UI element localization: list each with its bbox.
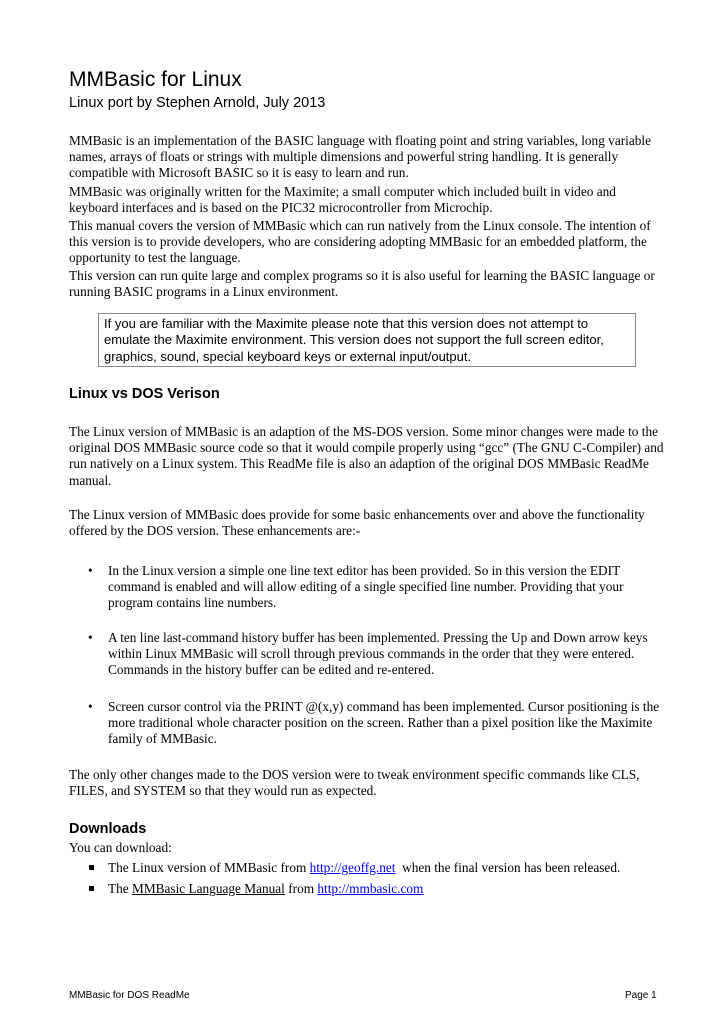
downloads-intro: You can download: [69,840,172,855]
download-item-2-middle: from [284,881,318,896]
intro-paragraph-2: MMBasic was originally written for the Maximite; a small computer which included built in video and keyboard interfaces and is based on the PIC32 microcontroller from Microchip. [69,184,616,216]
linux-vs-dos-paragraph-2: The Linux version of MMBasic does provide for some basic enhancements over and above the functionality offered by the DOS version. These enhancements are:- [69,507,645,539]
download-item-2-prefix: The [108,881,132,896]
bullet-icon: • [88,563,93,578]
note-box: If you are familiar with the Maximite please note that this version does not attempt to emulate the Maximite environment. This version does not support the full screen editor, graphics, sound, special keyboard keys or external input/output. [98,313,636,367]
list-item-text: A ten line last-command history buffer has been implemented. Pressing the Up and Down arrow keys within Linux MMBasic will scroll through previous commands in the order that they were entered. Commands in the history buffer can be edited and re-entered. [108,630,648,678]
page-title: MMBasic for Linux [69,68,242,91]
list-item-text: In the Linux version a simple one line text editor has been provided. So in this version the EDIT command is enabled and will allow editing of a single specified line number. Providing that your program contains line numbers. [108,563,624,611]
square-bullet-icon [89,865,94,870]
bullet-icon: • [88,699,93,714]
download-item-1-prefix: The Linux version of MMBasic from [108,860,310,875]
linux-vs-dos-paragraph-1: The Linux version of MMBasic is an adaption of the MS-DOS version. Some minor changes were made to the original DOS MMBasic source code so that it would compile properly using “gcc” (The GNU C-Compiler) and run natively on a Linux system. This ReadMe file is also an adaption of the original DOS MMBasic ReadMe manual. [69,424,664,488]
bullet-icon: • [88,630,93,645]
linux-vs-dos-paragraph-3: The only other changes made to the DOS version were to tweak environment specific commands like CLS, FILES, and SYSTEM so that they would run as expected. [69,767,640,799]
heading-linux-vs-dos: Linux vs DOS Verison [69,386,220,402]
intro-paragraph-3: This manual covers the version of MMBasic which can run natively from the Linux console. The intention of this version is to provide developers, who are considering adopting MMBasic for an embedded platform, the opportunity to test the language. [69,218,651,266]
intro-paragraph-1: MMBasic is an implementation of the BASIC language with floating point and string variables, long variable names, arrays of floats or strings with multiple dimensions and powerful string handling. It is generally compatible with Microsoft BASIC so it is easy to learn and run. [69,133,651,181]
download-item-1-suffix: when the final version has been released. [395,860,621,875]
language-manual-link[interactable]: MMBasic Language Manual [132,881,285,896]
footer-left: MMBasic for DOS ReadMe [69,990,190,1001]
geoffg-link[interactable]: http://geoffg.net [309,860,396,875]
mmbasic-link[interactable]: http://mmbasic.com [317,881,424,896]
page-subtitle: Linux port by Stephen Arnold, July 2013 [69,95,326,111]
footer-page-number: Page 1 [625,990,657,1001]
square-bullet-icon [89,886,94,891]
heading-downloads: Downloads [69,821,147,837]
intro-paragraph-4: This version can run quite large and complex programs so it is also useful for learning the BASIC language or running BASIC programs in a Linux environment. [69,268,655,300]
list-item-text: Screen cursor control via the PRINT @(x,y) command has been implemented. Cursor positioning is the more traditional whole character position on the screen. Rather than a pixel position like the Maximite family of MMBasic. [108,699,660,747]
